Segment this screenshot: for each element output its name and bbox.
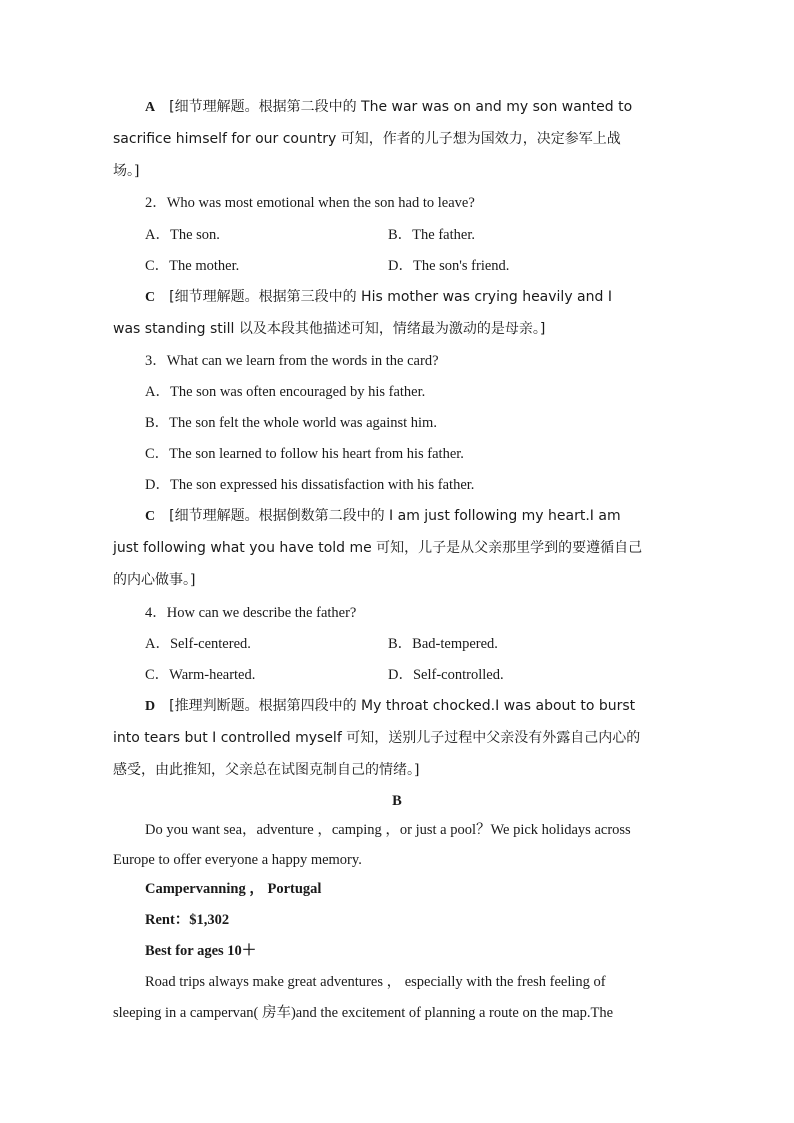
q4-explanation-line-2: into tears but I controlled myself 可知，送别儿子过程中父亲没有外露自己内心的 [113,730,641,746]
q2-explanation-line-1 [145,287,683,308]
q4-question: 4．How can we describe the father? [145,605,357,621]
q2-answer-letter: C [145,290,156,305]
q1-explanation-line-2: sacrifice himself for our country 可知，作者的儿子想为国效力，决定参军上战 [113,131,621,147]
holiday-title: Campervanning ， Portugal [145,881,322,897]
q2-option-a: A．The son. [145,227,220,243]
holiday-ages: Best for ages 10＋ [145,943,257,959]
q3-explanation-text-1: [细节理解题。根据倒数第二段中的 I am just following my heart.I am [169,508,621,524]
section-b-intro-line-1: Do you want sea，adventure ，camping ，or just a pool？We pick holidays across [145,822,631,838]
holiday-paragraph-line-1: Road trips always make great adventures ， especially with the fresh feeling of [145,974,606,990]
q3-option-b: B．The son felt the whole world was against him. [145,415,437,431]
q3-option-d: D．The son expressed his dissatisfaction with his father. [145,477,475,493]
q3-explanation-line-3: 的内心做事。] [113,572,196,588]
q4-option-b: B．Bad-tempered. [388,636,498,652]
q4-option-c: C．Warm-hearted. [145,667,256,683]
q1-explanation-text-1: [细节理解题。根据第二段中的 The war was on and my son wanted to [169,99,633,115]
q3-answer-letter: C [145,509,156,524]
q3-option-a: A．The son was often encouraged by his father. [145,384,426,400]
q4-explanation-line-3: 感受，由此推知，父亲总在试图克制自己的情绪。] [113,762,420,778]
q4-option-a: A．Self-centered. [145,636,251,652]
q3-question: 3．What can we learn from the words in the card? [145,353,439,369]
q4-options-row-1 [145,634,685,654]
q4-explanation-line-1 [145,696,683,717]
q3-explanation-line-1 [145,506,683,527]
q4-option-d: D．Self-controlled. [388,667,504,683]
q3-explanation-line-2: just following what you have told me 可知，儿子是从父亲那里学到的要遵循自己 [113,540,643,556]
q2-option-b: B．The father. [388,227,475,243]
q2-explanation-line-2: was standing still 以及本段其他描述可知，情绪最为激动的是母亲。] [113,321,546,337]
holiday-paragraph-line-2: sleeping in a campervan( 房车)and the excitement of planning a route on the map.The [113,1005,614,1021]
q1-answer-letter: A [145,100,156,115]
q2-question: 2．Who was most emotional when the son had to leave? [145,195,475,211]
q1-explanation-line-1 [145,97,683,118]
q2-explanation-text-1: [细节理解题。根据第三段中的 His mother was crying heavily and I [169,289,612,305]
q1-explanation-line-3: 场。] [113,163,140,179]
q4-explanation-text-1: [推理判断题。根据第四段中的 My throat chocked.I was about to burst [169,698,636,714]
q2-option-d: D．The son's friend. [388,258,510,274]
q4-options-row-2 [145,665,685,685]
q2-option-c: C．The mother. [145,258,240,274]
q2-options-row-1 [145,225,685,245]
section-b-intro-line-2: Europe to offer everyone a happy memory. [113,852,362,868]
q2-options-row-2 [145,256,685,276]
q4-answer-letter: D [145,699,156,714]
q3-option-c: C．The son learned to follow his heart from his father. [145,446,464,462]
holiday-rent: Rent：$1,302 [145,912,230,928]
section-b-heading: B [392,793,402,809]
